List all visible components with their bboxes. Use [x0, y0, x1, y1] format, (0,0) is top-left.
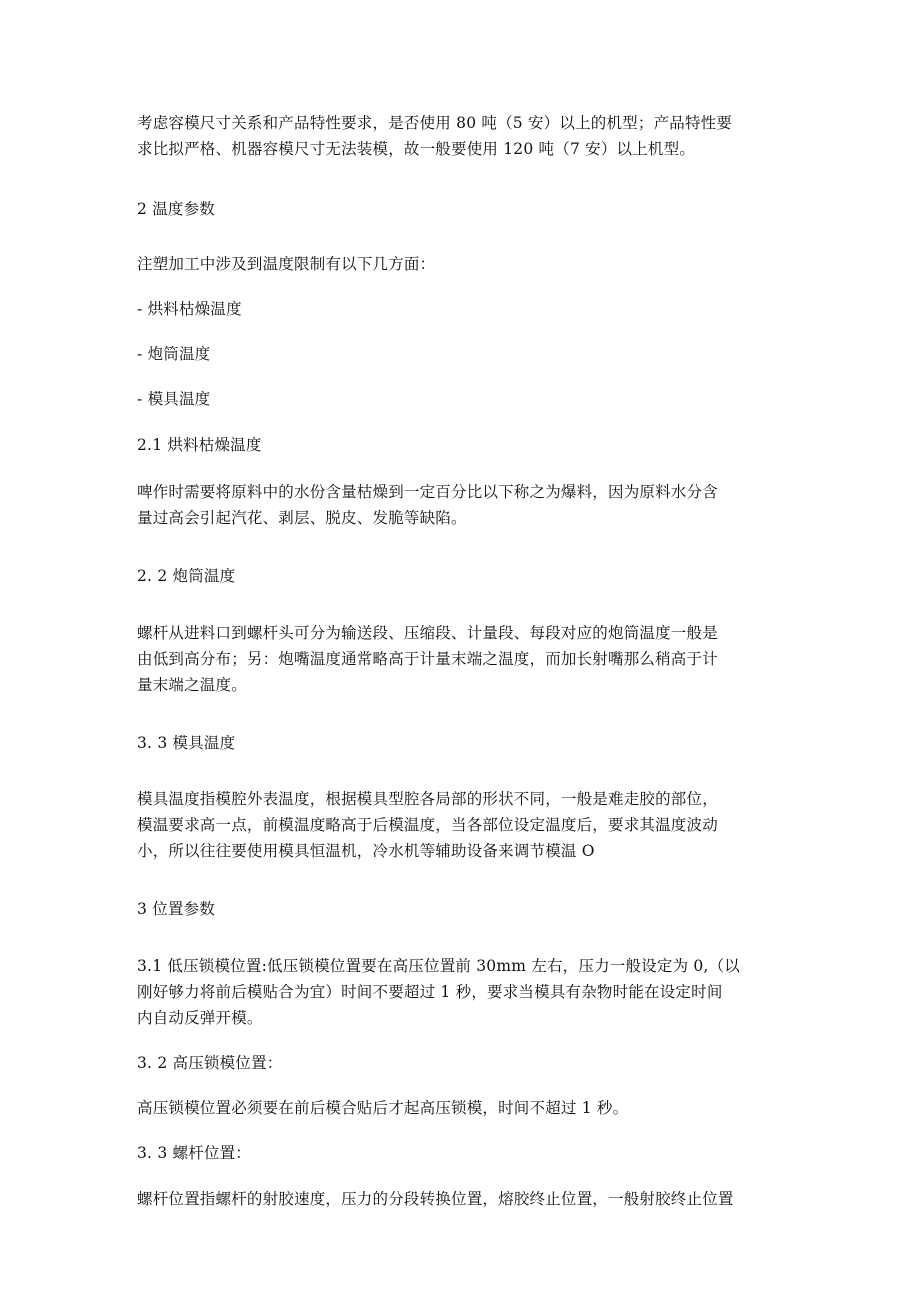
paragraph-3-1-line-3: 内自动反弹开模。: [137, 1009, 263, 1027]
subsection-heading-2-3: 3. 3 模具温度: [137, 734, 236, 752]
list-item-barrel-temp: - 炮筒温度: [137, 345, 211, 363]
paragraph-3-1-line-1: 3.1 低压锁模位置:低压锁模位置要在高压位置前 30mm 左右，压力一般设定为 0,（以: [137, 957, 740, 975]
subsection-heading-3-2: 3. 2 高压锁模位置：: [137, 1054, 283, 1072]
subsection-heading-2-2: 2. 2 炮筒温度: [137, 567, 236, 585]
paragraph-1-line-1: 考虑容模尺寸关系和产品特性要求，是否使用 80 吨（5 安）以上的机型；产品特性要: [137, 114, 733, 132]
paragraph-2-1-line-1: 啤作时需要将原料中的水份含量枯燥到一定百分比以下称之为爆料，因为原料水分含: [137, 483, 718, 501]
paragraph-2-2-line-3: 量末端之温度。: [137, 676, 247, 694]
subsection-heading-3-3: 3. 3 螺杆位置：: [137, 1144, 252, 1162]
list-item-drying-temp: - 烘料枯燥温度: [137, 300, 242, 318]
section-heading-position: 3 位置参数: [137, 900, 215, 918]
paragraph-2-2-line-2: 由低到高分布；另：炮嘴温度通常略高于计量末端之温度，而加长射嘴那么稍高于计: [137, 650, 718, 668]
paragraph-2-3-line-1: 模具温度指模腔外表温度，根据模具型腔各局部的形状不同，一般是难走胶的部位，: [137, 790, 718, 808]
paragraph-2-1-line-2: 量过高会引起汽花、剥层、脱皮、发脆等缺陷。: [137, 509, 467, 527]
list-item-mold-temp: - 模具温度: [137, 390, 211, 408]
paragraph-3-1-line-2: 刚好够力将前后模贴合为宜）时间不要超过 1 秒，要求当模具有杂物时能在设定时间: [137, 983, 723, 1001]
paragraph-3-3-line-1: 螺杆位置指螺杆的射胶速度，压力的分段转换位置，熔胶终止位置，一般射胶终止位置: [137, 1190, 734, 1208]
paragraph-2-2-line-1: 螺杆从进料口到螺杆头可分为输送段、压缩段、计量段、每段对应的炮筒温度一般是: [137, 624, 718, 642]
paragraph-2-3-line-2: 模温要求高一点，前模温度略高于后模温度，当各部位设定温度后，要求其温度波动: [137, 816, 718, 834]
section-heading-temperature: 2 温度参数: [137, 200, 215, 218]
paragraph-1-line-2: 求比拟严格、机器容模尺寸无法装模，故一般要使用 120 吨（7 安）以上机型。: [137, 140, 696, 158]
paragraph-intro-temperature: 注塑加工中涉及到温度限制有以下几方面：: [137, 255, 436, 273]
subsection-heading-2-1: 2.1 烘料枯燥温度: [137, 436, 262, 454]
paragraph-2-3-line-3: 小，所以往往要使用模具恒温机，冷水机等辅助设备来调节模温 O: [137, 842, 595, 860]
paragraph-3-2-line-1: 高压锁模位置必须要在前后模合贴后才起高压锁模，时间不超过 1 秒。: [137, 1099, 629, 1117]
